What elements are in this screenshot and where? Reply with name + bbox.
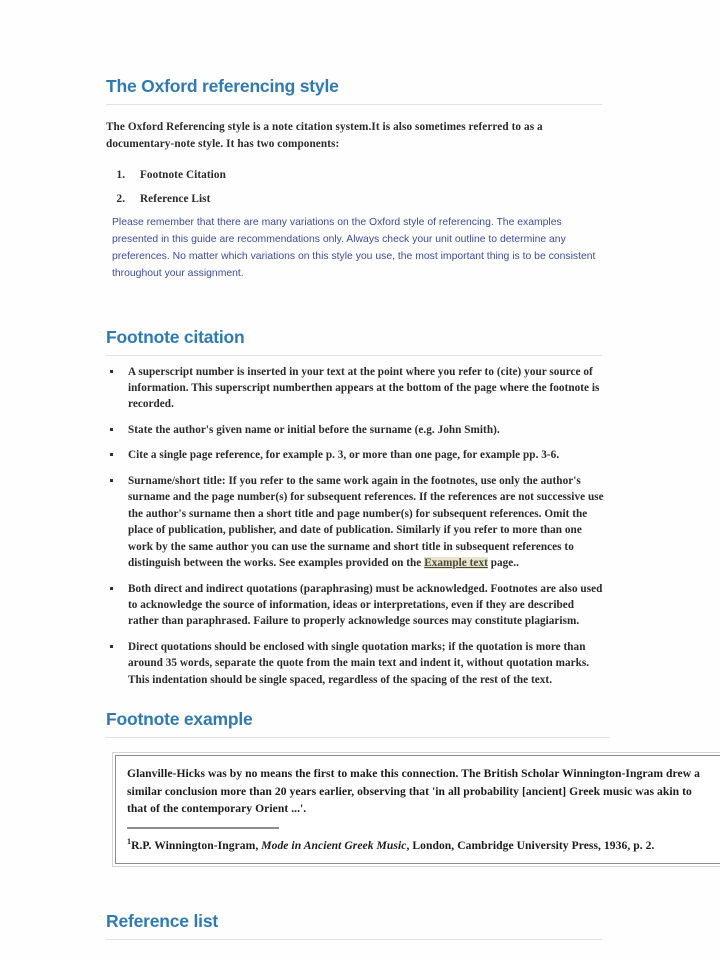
- bullet-body-text: If you refer to the same work again in the footnotes, use only the author's surname and the page number(s) for subsequent references. If the references are not successive use the author's surname then a short title and page number(s) for subsequent references. Omit the place of publication, publisher, and date of publication. Similarly if you refer to more than one work by the same author you can use the surname and short title in subsequent references to distinguish between the works. See examples provided on the: [128, 474, 604, 570]
- list-item: [106, 447, 606, 463]
- citation-publication: , London, Cambridge University Press, 1936, p. 2.: [406, 839, 655, 853]
- bullet-body-text-b: then appears at the bottom of the page where the footnote is recorded.: [128, 382, 600, 411]
- citation-title: Mode in Ancient Greek Music: [261, 839, 407, 853]
- list-item: [106, 473, 606, 572]
- footnote-example-box-wrapper: [112, 752, 720, 866]
- footnote-example-box: [112, 752, 720, 866]
- bullet-lead-text-b: superscript number: [215, 382, 312, 395]
- section-spacer: [106, 283, 720, 327]
- bullet-body-text: Both direct and indirect quotations (paraphrasing) must be acknowledged. Footnotes are also used to acknowledge the source of information, ideas or interpretations, even if they are described rather than paraphrased. Failure to properly acknowledge sources may constitute plagiarism.: [128, 582, 603, 628]
- heading-rule: [106, 737, 610, 738]
- section-reference-list: [106, 911, 720, 940]
- section-footnote-citation: [106, 327, 720, 689]
- reference-list-heading: Reference list: [106, 910, 218, 931]
- quote-line: Glanville-Hicks was by no means the first to make this connection. The British Scholar Winnington-Ingram drew a: [127, 767, 700, 781]
- heading-rule: [106, 104, 602, 105]
- list-item: [106, 581, 606, 630]
- footnote-example-heading: Footnote example: [106, 709, 253, 730]
- bullet-body-text: State the author's given name or initial before the surname (e.g. John Smith).: [128, 423, 500, 436]
- bullet-body-text: is inserted in your text at the point where you refer to (cite) your source of information. This: [128, 365, 593, 395]
- list-item: 2. Reference List: [128, 191, 720, 207]
- note-callout: Please remember that there are many variations on the Oxford style of referencing. The examples presented in this guide are recommendations only. Always check your unit outline to determine any preferences. No matter which variations on this style you use, the most important thing is to be consistent throughout your assignment.: [112, 217, 596, 279]
- quote-line: that of the contemporary Orient ...'.: [127, 802, 307, 816]
- page-title: The Oxford referencing style: [106, 76, 339, 96]
- footnote-citation-heading: Footnote citation: [106, 326, 245, 347]
- section-spacer: [106, 867, 720, 911]
- footnote-example-box-inner: [115, 755, 720, 863]
- citation-author: R.P. Winnington-Ingram,: [131, 839, 262, 853]
- example-quote: [127, 765, 720, 817]
- list-item: [106, 639, 606, 688]
- heading-rule: [106, 939, 602, 940]
- bullet-body-text: Direct quotations should be enclosed with single quotation marks; if the quotation is more than around 35 words, separate the quote from the main text and indent it, without quotation marks. This indentation should be single spaced, regardless of the spacing of the rest of the text.: [128, 640, 590, 686]
- document-content: [106, 76, 720, 940]
- example-text-link[interactable]: Example text: [424, 557, 488, 570]
- footnote-marker: 1: [127, 837, 132, 847]
- heading-rule: [106, 355, 602, 356]
- footnote-separator-rule: [127, 827, 279, 829]
- footnote-citation-bullets: [106, 364, 720, 689]
- bullet-body-text-b: page..: [487, 557, 519, 570]
- components-ordered-list: [106, 167, 720, 207]
- quote-line: similar conclusion more than 20 years earlier, observing that 'in all probability [ancient] Greek music was akin to: [127, 784, 692, 798]
- section-footnote-example: [106, 709, 720, 866]
- bullet-body-text: Cite a single page reference, for example p. 3, or more than one page, for example pp. 3-6.: [128, 449, 560, 462]
- list-item: [106, 422, 606, 438]
- intro-paragraph: The Oxford Referencing style is a note citation system.It is also sometimes referred to as a documentary-note style. It has two components:: [106, 121, 543, 151]
- list-item: 1. Footnote Citation: [128, 167, 720, 183]
- list-item: [106, 364, 606, 413]
- bullet-lead-text: Surname/short title:: [128, 474, 226, 487]
- section-oxford-style: [106, 76, 720, 283]
- section-spacer: [106, 697, 720, 709]
- example-footnote-citation: [127, 836, 720, 854]
- bullet-lead-text: A superscript number: [128, 365, 235, 378]
